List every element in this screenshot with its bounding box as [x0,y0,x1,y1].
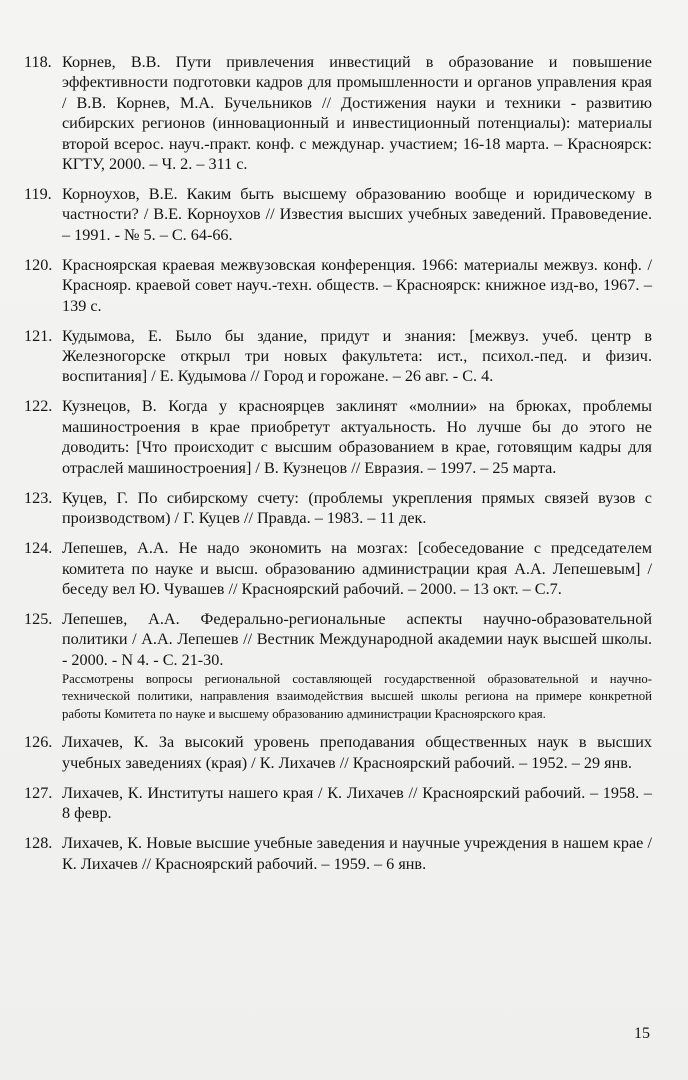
bibliography-entry-123 [24,488,652,529]
bibliography-entry-119 [24,184,652,245]
entry-text: Лихачев, К. Институты нашего края / К. Лихачев // Красноярский рабочий. – 1958. – 8 февр. [62,783,652,823]
bibliography-entry-126 [24,732,652,773]
entry-text: Корнев, В.В. Пути привлечения инвестиций в образование и повышение эффективности подготовки кадров для промышленности и органов управления края / В.В. Корнев, М.А. Бучельников // Достижения науки и техники - развитию сибирских регионов (инновационный и инвестиционный потенциалы): материалы второй всерос. науч.-практ. конф. с междунар. участием; 16-18 марта. – Красноярск: КГТУ, 2000. – Ч. 2. – 311 с. [62,53,652,174]
entry-text: Куцев, Г. По сибирскому счету: (проблемы укрепления прямых связей вузов с производством) / Г. Куцев // Правда. – 1983. – 11 дек. [62,488,652,528]
bibliography-entry-127 [24,783,652,824]
entry-text: Лихачев, К. За высокий уровень преподавания общественных наук в высших учебных заведениях (края) / К. Лихачев // Красноярский рабочий. – 1952. – 29 янв. [62,733,652,772]
entry-text: Лепешев, А.А. Не надо экономить на мозгах: [собеседование с председателем комитета по науке и высш. образованию администрации края А.А. Лепешевым] / беседу вел Ю. Чувашев // Красноярский рабочий. – 2000. – 13 окт. – С.7. [62,539,652,598]
bibliography-list [24,52,652,884]
entry-number: 126. [24,733,53,752]
entry-number: 128. [24,834,53,853]
entry-text: Корноухов, В.Е. Каким быть высшему образованию вообще и юридическому в частности? / В.Е. Корноухов // Известия высших учебных заведений. Правоведение. – 1991. - № 5. – С. 64-66. [62,185,652,244]
entry-annotation: Рассмотрены вопросы региональной составляющей государственной образовательной и научно-технической политики, направления взаимодействия высшей школы региона на примере конкретной работы Комитета по науке и высшему образованию администрации Красноярского края. [62,672,652,721]
entry-number: 119. [24,185,52,204]
bibliography-entry-124 [24,538,652,599]
bibliography-entry-120 [24,255,652,316]
entry-text: Красноярская краевая межвузовская конференция. 1966: материалы межвуз. конф. / Краснояр. краевой совет науч.-техн. обществ. – Красноярск: книжное изд-во, 1967. – 139 с. [62,255,652,315]
entry-text: Лихачев, К. Новые высшие учебные заведения и научные учреждения в нашем крае / К. Лихачев // Красноярский рабочий. – 1959. – 6 янв. [62,834,652,873]
bibliography-entry-118 [24,52,652,174]
entry-text: Кузнецов, В. Когда у красноярцев заклинят «молнии» на брюках, проблемы машиностроения в крае приобретут актуальность. Но лучше бы до этого не доводить: [Что происходит с высшим образованием в крае, готовящим кадры для отраслей машиностроения] / В. Кузнецов // Евразия. – 1997. – 25 марта. [62,397,652,477]
page-number: 15 [634,1025,650,1042]
entry-number: 120. [24,255,53,274]
bibliography-entry-125 [24,609,652,723]
entry-number: 124. [24,539,53,558]
entry-number: 121. [24,326,53,345]
entry-number: 125. [24,609,53,628]
entry-text: Кудымова, Е. Было бы здание, придут и знания: [межвуз. учеб. центр в Железногорске открыл три новых факультета: ист., психол.-пед. и физич. воспитания] / Е. Кудымова // Город и горожане. – 26 авг. - С. 4. [62,326,652,386]
entry-number: 122. [24,397,53,416]
entry-text: Лепешев, А.А. Федерально-региональные аспекты научно-образовательной политики / А.А. Лепешев // Вестник Международной академии наук высшей школы. - 2000. - N 4. - С. 21-30. [62,609,652,669]
entry-number: 123. [24,488,53,507]
bibliography-entry-122 [24,396,652,478]
entry-number: 127. [24,783,53,802]
entry-number: 118. [24,53,52,71]
bibliography-entry-128 [24,833,652,874]
bibliography-entry-121 [24,326,652,387]
